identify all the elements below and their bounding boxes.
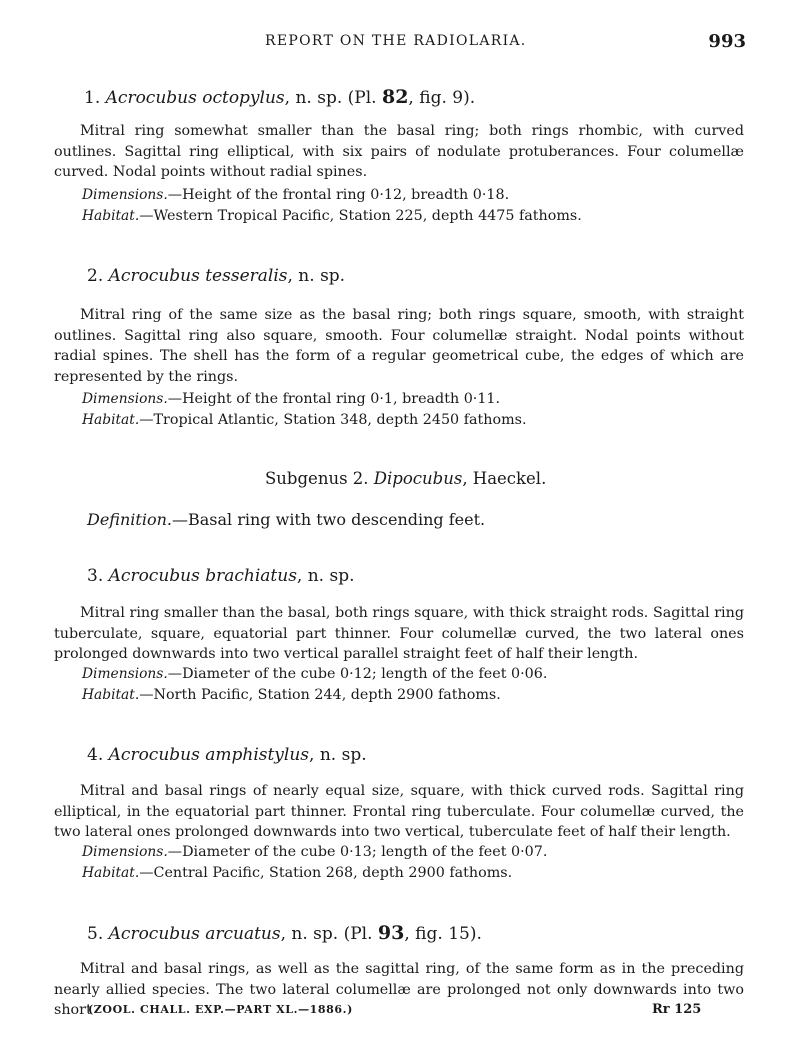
page-number: 993 bbox=[708, 31, 746, 52]
habitat-label: Habitat. bbox=[82, 865, 140, 881]
habitat-line-3 bbox=[82, 687, 501, 703]
habitat-value: —Tropical Atlantic, Station 348, depth 2450 fathoms. bbox=[139, 412, 527, 428]
dimensions-line-1 bbox=[82, 187, 509, 203]
species-heading-5 bbox=[87, 922, 482, 944]
subgenus-definition bbox=[87, 510, 485, 529]
dimensions-line-2 bbox=[82, 391, 500, 407]
habitat-value: —Central Pacific, Station 268, depth 2900 fathoms. bbox=[139, 865, 513, 881]
species-number: 1. bbox=[84, 88, 101, 108]
habitat-label: Habitat. bbox=[82, 412, 140, 428]
running-title: REPORT ON THE RADIOLARIA. bbox=[265, 33, 527, 49]
subgenus-name: Dipocubus bbox=[373, 469, 463, 488]
plate-number: 82 bbox=[381, 86, 409, 108]
dimensions-label: Dimensions. bbox=[82, 844, 168, 860]
species-author: , n. sp. bbox=[287, 266, 346, 286]
habitat-value: —Western Tropical Pacific, Station 225, depth 4475 fathoms. bbox=[139, 208, 582, 224]
species-heading-4 bbox=[87, 745, 367, 765]
species-author: , n. sp. bbox=[284, 88, 343, 108]
dimensions-value: —Height of the frontal ring 0·12, breadth 0·18. bbox=[167, 187, 510, 203]
species-name: Acrocubus brachiatus bbox=[108, 566, 297, 586]
figure-ref: , fig. 9). bbox=[408, 88, 476, 108]
species-number: 3. bbox=[87, 566, 104, 586]
habitat-line-1 bbox=[82, 208, 582, 224]
dimensions-label: Dimensions. bbox=[82, 666, 168, 682]
species-description-1: Mitral ring somewhat smaller than the basal ring; both rings rhombic, with curved outlines. Sagittal ring elliptical, with six pairs of nodulate protuberances. Four columellæ curved. Nodal points without radial spines. bbox=[54, 123, 744, 181]
footer-signature: Rr 125 bbox=[652, 1002, 702, 1017]
habitat-label: Habitat. bbox=[82, 208, 140, 224]
dimensions-value: —Diameter of the cube 0·13; length of the feet 0·07. bbox=[167, 844, 548, 860]
footer-publication: (ZOOL. CHALL. EXP.—PART XL.—1886.) bbox=[88, 1003, 353, 1016]
species-description-3: Mitral ring smaller than the basal, both rings square, with thick straight rods. Sagittal ring tuberculate, square, equatorial part thinner. Four columellæ curved, the two lateral ones prolonged downwards into two vertical parallel straight feet of half their length. bbox=[54, 605, 744, 663]
dimensions-value: —Height of the frontal ring 0·1, breadth 0·11. bbox=[167, 391, 501, 407]
species-heading-2 bbox=[87, 266, 345, 286]
subgenus-author: , Haeckel. bbox=[462, 469, 547, 488]
plate-prefix: (Pl. bbox=[343, 924, 373, 944]
dimensions-value: —Diameter of the cube 0·12; length of the feet 0·06. bbox=[167, 666, 548, 682]
dimensions-label: Dimensions. bbox=[82, 391, 168, 407]
definition-label: Definition. bbox=[87, 510, 172, 529]
figure-ref: , fig. 15). bbox=[404, 924, 482, 944]
species-heading-1 bbox=[84, 86, 475, 108]
species-description-2: Mitral ring of the same size as the basal ring; both rings square, smooth, with straight outlines. Sagittal ring also square, smooth. Four columellæ straight. Nodal points without radial spines. The shell has the form of a regular geometrical cube, the edges of which are represented by the rings. bbox=[54, 307, 744, 386]
species-heading-3 bbox=[87, 566, 355, 586]
species-author: , n. sp. bbox=[296, 566, 355, 586]
species-name: Acrocubus octopylus bbox=[105, 88, 285, 108]
habitat-line-2 bbox=[82, 412, 527, 428]
species-name: Acrocubus amphistylus bbox=[108, 745, 310, 765]
habitat-line-4 bbox=[82, 865, 512, 881]
species-author: , n. sp. bbox=[309, 745, 367, 765]
species-author: , n. sp. bbox=[280, 924, 339, 944]
dimensions-line-4 bbox=[82, 844, 547, 860]
species-name: Acrocubus arcuatus bbox=[108, 924, 281, 944]
subgenus-label: Subgenus 2. bbox=[265, 469, 369, 488]
species-number: 2. bbox=[87, 266, 104, 286]
definition-text: —Basal ring with two descending feet. bbox=[171, 510, 486, 529]
habitat-label: Habitat. bbox=[82, 687, 140, 703]
plate-number: 93 bbox=[377, 922, 405, 944]
species-number: 5. bbox=[87, 924, 104, 944]
plate-prefix: (Pl. bbox=[347, 88, 377, 108]
species-description-4: Mitral and basal rings of nearly equal size, square, with thick curved rods. Sagittal ring elliptical, in the equatorial part thinner. Frontal ring tuberculate. Four columellæ curved, the two lateral ones prolonged downwards into two vertical, tuberculate feet of half their length. bbox=[54, 783, 744, 841]
species-number: 4. bbox=[87, 745, 104, 765]
species-description-5: Mitral and basal rings, as well as the sagittal ring, of the same form as in the preceding nearly allied species. The two lateral columellæ are prolonged not only downwards into two short bbox=[54, 961, 744, 1019]
dimensions-line-3 bbox=[82, 666, 547, 682]
subgenus-heading bbox=[265, 469, 546, 488]
dimensions-label: Dimensions. bbox=[82, 187, 168, 203]
habitat-value: —North Pacific, Station 244, depth 2900 fathoms. bbox=[139, 687, 501, 703]
species-name: Acrocubus tesseralis bbox=[108, 266, 288, 286]
